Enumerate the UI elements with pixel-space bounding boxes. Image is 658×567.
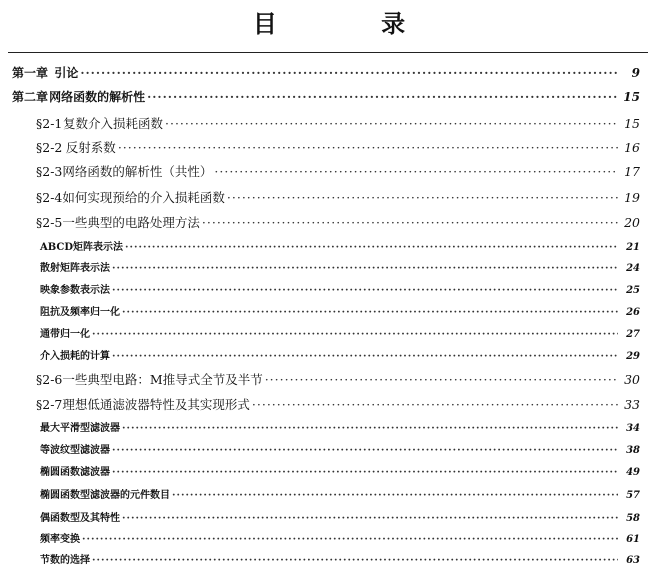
page-number: 17 — [624, 164, 640, 179]
page-number: 26 — [626, 307, 640, 318]
section-number: §2-3 — [36, 164, 63, 179]
section-number: §2-4 — [36, 190, 63, 205]
entry-title: 最大平滑型滤波器 — [40, 423, 120, 434]
dot-leader — [227, 190, 618, 205]
page-number: 20 — [624, 215, 640, 230]
page-number: 57 — [626, 490, 640, 501]
entry-title: 一些典型电路：M推导式全节及半节 — [62, 372, 263, 387]
page-number: 9 — [631, 66, 640, 80]
page-number: 63 — [626, 555, 640, 566]
page-number: 27 — [626, 329, 640, 340]
toc-entry-sub[interactable] — [40, 419, 658, 434]
dot-leader — [92, 329, 618, 340]
toc-entry-sub[interactable] — [40, 509, 658, 524]
entry-title: 等波纹型滤波器 — [40, 445, 110, 456]
entry-title: 一些典型的电路处理方法 — [62, 215, 200, 230]
page-number: 58 — [626, 513, 640, 524]
dot-leader — [112, 263, 618, 274]
dot-leader — [214, 164, 618, 179]
section-number: §2-7 — [36, 397, 63, 412]
page-title: 目 录 — [252, 9, 454, 38]
toc-entry-chapter-2[interactable] — [12, 88, 658, 105]
page-number: 21 — [626, 242, 640, 253]
entry-title: 复数介入损耗函数 — [62, 116, 163, 131]
section-number: §2-5 — [36, 215, 63, 230]
toc-entry-sub[interactable] — [40, 530, 658, 545]
entry-title: 映象参数表示法 — [40, 285, 110, 296]
entry-title: 理想低通滤波器特性及其实现形式 — [62, 397, 250, 412]
toc-entry-section-2-6[interactable] — [36, 370, 658, 388]
dot-leader — [265, 372, 618, 387]
toc-entry-section-2-4[interactable] — [36, 188, 658, 206]
section-number: §2-6 — [36, 372, 63, 387]
page-number: 38 — [626, 445, 640, 456]
page-number: 49 — [626, 467, 640, 478]
dot-leader — [165, 116, 618, 131]
entry-title: ABCD矩阵表示法 — [40, 242, 124, 253]
dot-leader — [112, 351, 618, 362]
toc-entry-sub[interactable] — [40, 238, 658, 253]
toc-entry-section-2-1[interactable] — [36, 114, 658, 132]
entry-title: 椭圆函数滤波器 — [40, 467, 110, 478]
entry-title: 介入损耗的计算 — [40, 351, 110, 362]
page-number: 29 — [626, 351, 640, 362]
toc-entry-sub[interactable] — [40, 463, 658, 478]
entry-title: 节数的选择 — [40, 555, 90, 566]
dot-leader — [112, 445, 618, 456]
toc-entry-sub[interactable] — [40, 325, 658, 340]
page-number: 15 — [623, 90, 640, 104]
toc-entry-sub[interactable] — [40, 259, 658, 274]
page-number: 61 — [626, 534, 640, 545]
page-number: 16 — [624, 140, 640, 155]
section-number: §2-2 — [36, 140, 63, 155]
entry-title: 反射系数 — [65, 140, 116, 155]
dot-leader — [82, 534, 618, 545]
toc-entry-sub[interactable] — [40, 441, 658, 456]
page-number: 19 — [624, 190, 640, 205]
toc-entry-section-2-7[interactable] — [36, 395, 658, 413]
dot-leader — [112, 285, 618, 296]
toc-entry-sub[interactable] — [40, 551, 658, 566]
entry-title: 偶函数型及其特性 — [40, 513, 120, 524]
page-number: 24 — [626, 263, 640, 274]
entry-title: 通带归一化 — [40, 329, 90, 340]
entry-title: 网络函数的解析性（共性） — [62, 164, 213, 179]
section-number: §2-1 — [36, 116, 63, 131]
toc-entry-section-2-5[interactable] — [36, 213, 658, 231]
entry-title: 频率变换 — [40, 534, 80, 545]
dot-leader — [122, 307, 618, 318]
dot-leader — [122, 513, 618, 524]
dot-leader — [202, 215, 618, 230]
chapter-number: 第一章 — [12, 66, 49, 80]
entry-title: 如何实现预给的介入损耗函数 — [62, 190, 225, 205]
toc-entry-sub[interactable] — [40, 281, 658, 296]
dot-leader — [112, 467, 618, 478]
entry-title: 网络函数的解析性 — [49, 90, 146, 104]
entry-title: 椭圆函数型滤波器的元件数目 — [40, 490, 170, 501]
toc-entry-chapter-1[interactable] — [12, 64, 658, 81]
toc-entry-section-2-2[interactable] — [36, 138, 658, 156]
dot-leader — [147, 90, 618, 104]
toc-entry-sub[interactable] — [40, 303, 658, 318]
entry-title: 散射矩阵表示法 — [40, 263, 110, 274]
page-number: 33 — [624, 397, 640, 412]
dot-leader — [92, 555, 618, 566]
dot-leader — [252, 397, 618, 412]
page-number: 34 — [626, 423, 640, 434]
page-number: 15 — [624, 116, 640, 131]
title-rule — [8, 52, 648, 53]
dot-leader — [118, 140, 618, 155]
chapter-number: 第二章 — [12, 90, 49, 104]
toc-entry-sub[interactable] — [40, 347, 658, 362]
dot-leader — [122, 423, 618, 434]
entry-title: 引论 — [54, 66, 79, 80]
page-number: 30 — [624, 372, 640, 387]
page-number: 25 — [626, 285, 640, 296]
dot-leader — [80, 66, 618, 80]
dot-leader — [125, 242, 618, 253]
dot-leader — [172, 490, 618, 501]
toc-entry-sub[interactable] — [40, 486, 658, 501]
entry-title: 阻抗及频率归一化 — [40, 307, 120, 318]
toc-entry-section-2-3[interactable] — [36, 162, 658, 180]
